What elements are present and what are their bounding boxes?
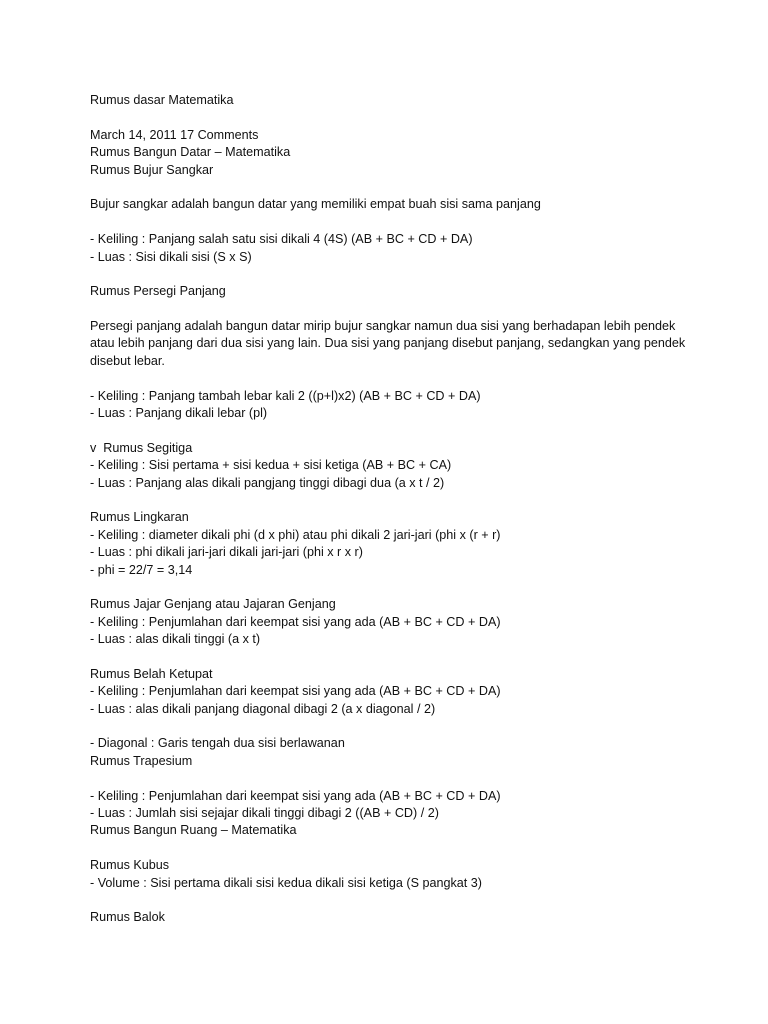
blank-line <box>90 422 728 439</box>
blank-line <box>90 109 728 126</box>
text-line: Rumus Persegi Panjang <box>90 284 226 299</box>
text-line: Rumus Kubus <box>90 858 170 873</box>
text-line: - Keliling : Panjang tambah lebar kali 2 ((p+l)x2) (AB + BC + CD + DA) <box>90 388 481 403</box>
text-line: Rumus Bujur Sangkar <box>90 162 214 177</box>
blank-line <box>90 370 728 387</box>
text-line: March 14, 2011 17 Comments <box>90 127 259 142</box>
text-line: Bujur sangkar adalah bangun datar yang memiliki empat buah sisi sama panjang <box>90 197 541 212</box>
text-line: - Keliling : Penjumlahan dari keempat sisi yang ada (AB + BC + CD + DA) <box>90 788 501 803</box>
text-line: - Keliling : diameter dikali phi (d x phi) atau phi dikali 2 jari-jari (phi x (r + r) <box>90 527 501 542</box>
blank-line <box>90 214 728 231</box>
text-line: Rumus dasar Matematika <box>90 93 234 107</box>
blank-line <box>90 649 728 666</box>
text-line: - Keliling : Panjang salah satu sisi dikali 4 (4S) (AB + BC + CD + DA) <box>90 232 473 247</box>
text-line: - Keliling : Sisi pertama + sisi kedua + sisi ketiga (AB + BC + CA) <box>90 458 452 473</box>
text-line: - Diagonal : Garis tengah dua sisi berlawanan <box>90 736 345 751</box>
blank-line <box>90 892 728 909</box>
text-line: Rumus Lingkaran <box>90 510 189 525</box>
text-line: Persegi panjang adalah bangun datar mirip bujur sangkar namun dua sisi yang berhadapan lebih pendek <box>90 319 676 334</box>
blank-line <box>90 840 728 857</box>
text-line: - Luas : Sisi dikali sisi (S x S) <box>90 249 252 264</box>
text-line: - Luas : alas dikali panjang diagonal dibagi 2 (a x diagonal / 2) <box>90 701 436 716</box>
text-line: - Keliling : Penjumlahan dari keempat sisi yang ada (AB + BC + CD + DA) <box>90 684 501 699</box>
blank-line <box>90 718 728 735</box>
text-line: - phi = 22/7 = 3,14 <box>90 562 193 577</box>
text-line: atau lebih panjang dari dua sisi yang lain. Dua sisi yang panjang disebut panjang, sedangkan yang pendek <box>90 336 686 351</box>
text-line: Rumus Bangun Datar – Matematika <box>90 145 291 160</box>
text-line: - Luas : Panjang alas dikali pangjang tinggi dibagi dua (a x t / 2) <box>90 475 445 490</box>
text-line: Rumus Belah Ketupat <box>90 666 213 681</box>
blank-line <box>90 492 728 509</box>
text-line: v Rumus Segitiga <box>90 440 193 455</box>
text-line: - Luas : alas dikali tinggi (a x t) <box>90 632 261 647</box>
text-line: Rumus Trapesium <box>90 753 193 768</box>
blank-line <box>90 770 728 787</box>
text-line: - Luas : phi dikali jari-jari dikali jari-jari (phi x r x r) <box>90 545 363 560</box>
blank-line <box>90 179 728 196</box>
text-line: Rumus Bangun Ruang – Matematika <box>90 823 297 838</box>
text-line: - Volume : Sisi pertama dikali sisi kedua dikali sisi ketiga (S pangkat 3) <box>90 875 482 890</box>
blank-line <box>90 266 728 283</box>
text-line: - Keliling : Penjumlahan dari keempat sisi yang ada (AB + BC + CD + DA) <box>90 614 501 629</box>
text-line: disebut lebar. <box>90 353 165 368</box>
text-line: - Luas : Jumlah sisi sejajar dikali tinggi dibagi 2 ((AB + CD) / 2) <box>90 806 439 821</box>
text-line: Rumus Balok <box>90 910 165 925</box>
blank-line <box>90 579 728 596</box>
blank-line <box>90 301 728 318</box>
text-line: - Luas : Panjang dikali lebar (pl) <box>90 406 268 421</box>
text-line: Rumus Jajar Genjang atau Jajaran Genjang <box>90 597 336 612</box>
